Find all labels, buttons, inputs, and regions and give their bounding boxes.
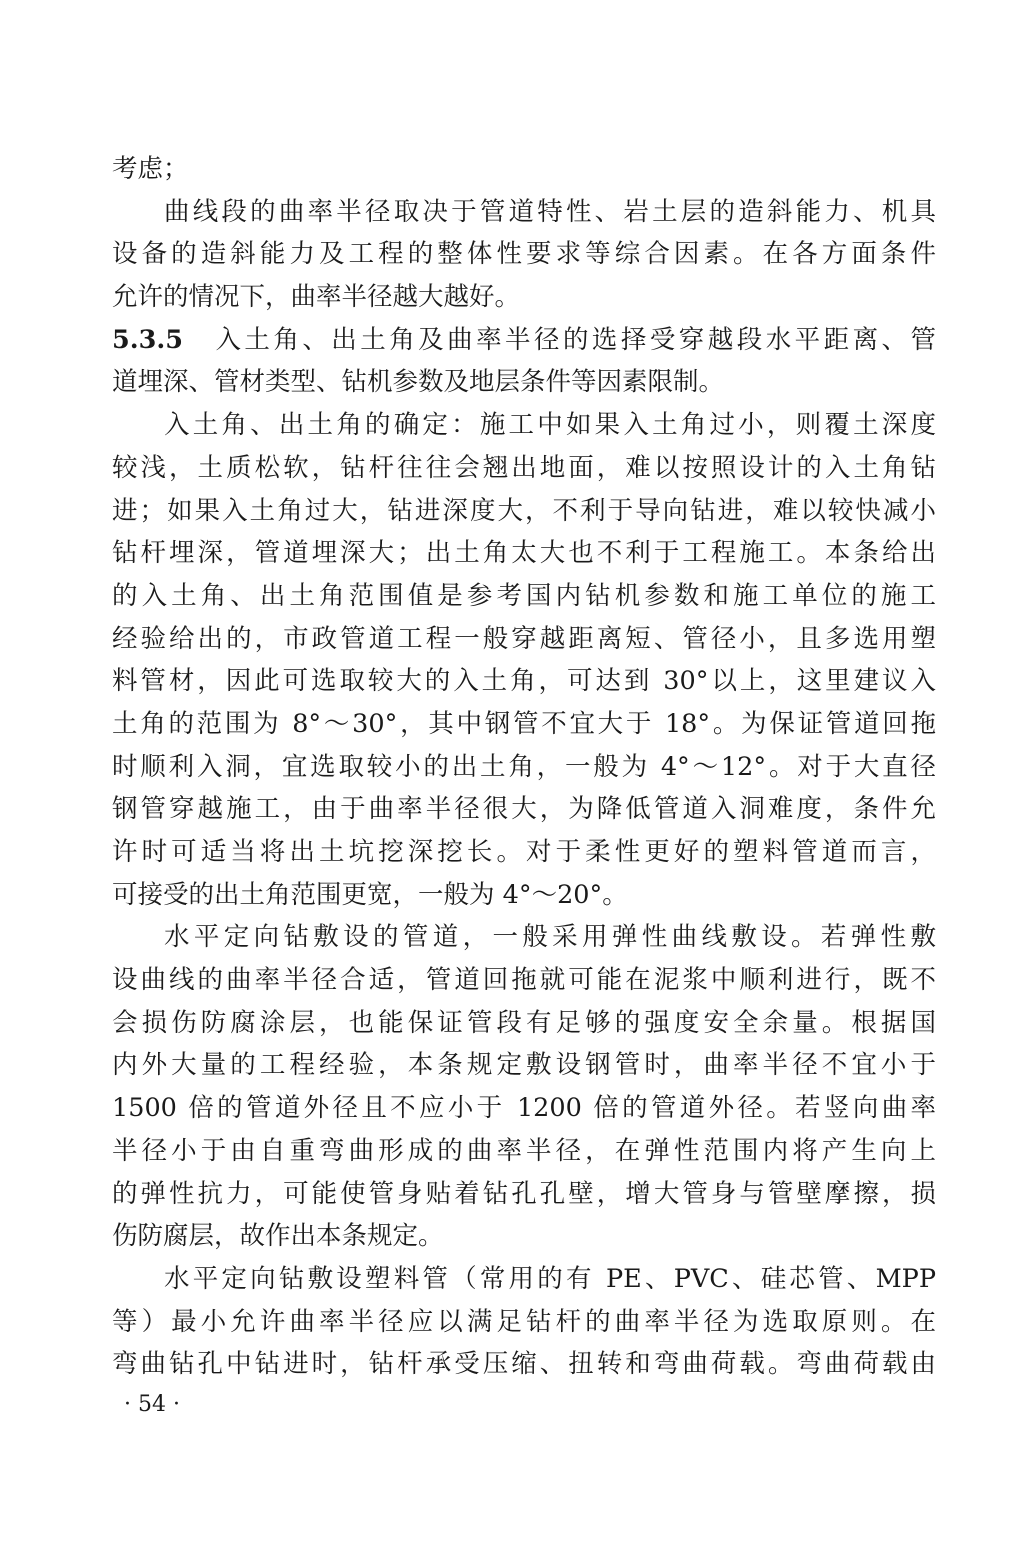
text-line: 设曲线的曲率半径合适，管道回拖就可能在泥浆中顺利进行，既不 (112, 965, 936, 996)
text-line: 进；如果入土角过大，钻进深度大，不利于导向钻进，难以较快减小 (112, 495, 936, 526)
text-line: 时顺利入洞，宜选取较小的出土角，一般为 4°～12°。对于大直径 (112, 751, 936, 782)
text-line: 考虑； (112, 154, 189, 184)
text-line: 1500 倍的管道外径且不应小于 1200 倍的管道外径。若竖向曲率 (112, 1093, 936, 1124)
text-line: 钢管穿越施工，由于曲率半径很大，为降低管道入洞难度，条件允 (112, 794, 936, 825)
text-line: 料管材，因此可选取较大的入土角，可达到 30°以上，这里建议入 (112, 666, 936, 697)
text-line: 钻杆埋深，管道埋深大；出土角太大也不利于工程施工。本条给出 (112, 538, 936, 569)
text-line: 入土角、出土角的确定：施工中如果入土角过小，则覆土深度 (164, 410, 936, 441)
text-line: 道埋深、管材类型、钻机参数及地层条件等因素限制。 (112, 367, 725, 398)
clause-line (112, 319, 936, 362)
text-line: 水平定向钻敷设塑料管（常用的有 PE、PVC、硅芯管、MPP (164, 1263, 936, 1294)
text-line: 等）最小允许曲率半径应以满足钻杆的曲率半径为选取原则。在 (112, 1306, 936, 1337)
clause-number: 5.3.5 (112, 324, 183, 355)
text-line: 土角的范围为 8°～30°，其中钢管不宜大于 18°。为保证管道回拖 (112, 708, 936, 739)
text-line: 弯曲钻孔中钻进时，钻杆承受压缩、扭转和弯曲荷载。弯曲荷载由 (112, 1349, 936, 1380)
text-line: 较浅，土质松软，钻杆往往会翘出地面，难以按照设计的入土角钻 (112, 452, 936, 483)
page-number: · 54 · (124, 1392, 180, 1417)
text-line: 伤防腐层，故作出本条规定。 (112, 1221, 444, 1252)
text-line: 内外大量的工程经验，本条规定敷设钢管时，曲率半径不宜小于 (112, 1050, 936, 1081)
text-line: 经验给出的，市政管道工程一般穿越距离短、管径小，且多选用塑 (112, 623, 936, 654)
text-line: 许时可适当将出土坑挖深挖长。对于柔性更好的塑料管道而言， (112, 837, 936, 867)
text-line: 曲线段的曲率半径取决于管道特性、岩土层的造斜能力、机具 (164, 196, 936, 227)
text-line: 会损伤防腐涂层，也能保证管段有足够的强度安全余量。根据国 (112, 1007, 936, 1038)
text-line: 水平定向钻敷设的管道，一般采用弹性曲线敷设。若弹性敷 (164, 922, 936, 953)
text-line: 允许的情况下，曲率半径越大越好。 (112, 282, 521, 313)
document-body (112, 148, 936, 1386)
text-line: 可接受的出土角范围更宽，一般为 4°～20°。 (112, 879, 628, 910)
text-line: 的弹性抗力，可能使管身贴着钻孔孔壁，增大管身与管壁摩擦，损 (112, 1178, 936, 1209)
text-line: 设备的造斜能力及工程的整体性要求等综合因素。在各方面条件 (112, 239, 936, 270)
text-line: 的入土角、出土角范围值是参考国内钻机参数和施工单位的施工 (112, 580, 936, 611)
text-line: 半径小于由自重弯曲形成的曲率半径，在弹性范围内将产生向上 (112, 1135, 936, 1166)
clause-text: 入土角、出土角及曲率半径的选择受穿越段水平距离、管 (212, 324, 936, 355)
